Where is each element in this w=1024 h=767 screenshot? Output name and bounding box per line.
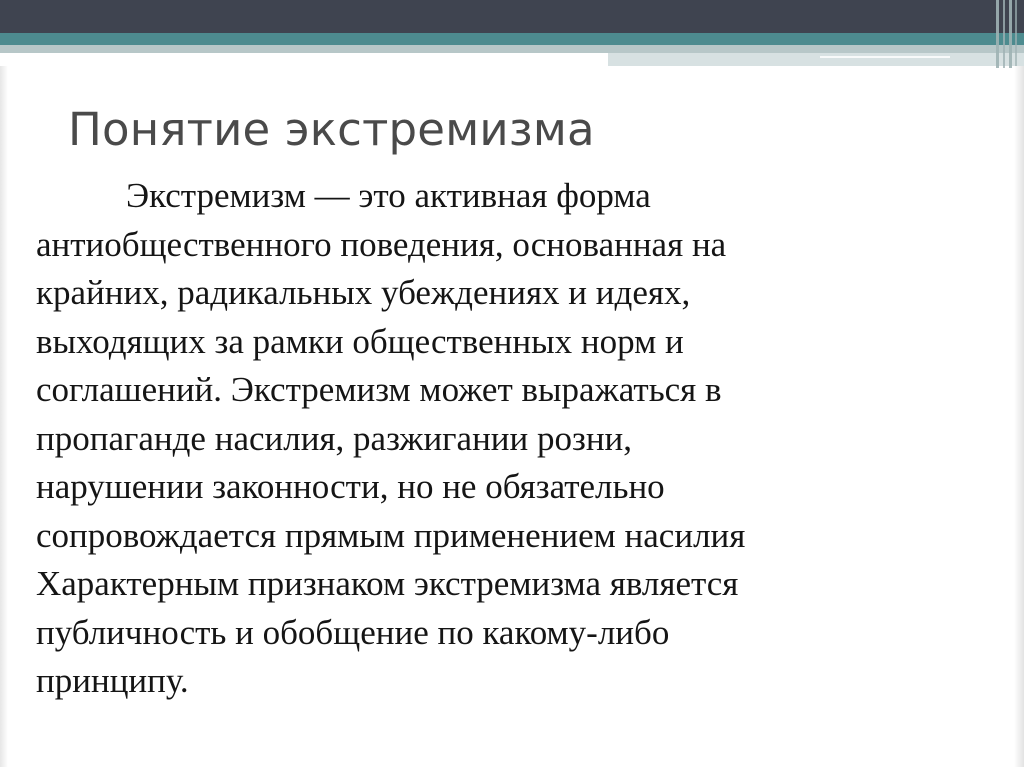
body-line: Характерным признаком экстремизма является [36,564,739,603]
body-line: нарушении законности, но не обязательно [36,467,665,506]
header-stripe [1009,0,1012,68]
header-accent-line [820,56,950,58]
body-line: выходящих за рамки общественных норм и [36,321,684,361]
left-edge-shade [0,66,8,767]
header-stripe [996,0,999,68]
header-stripe [1003,0,1005,68]
body-line: сопровождается прямым применением насилия [36,515,746,555]
slide-body-text [36,172,745,706]
body-line: принципу. [36,661,189,700]
header-stripe [1015,0,1017,68]
body-line: публичность и обобщение по какому-либо [36,612,670,652]
slide-title: Понятие экстремизма [68,103,595,156]
header-band-gray [0,45,1024,53]
header-band-dark [0,0,1024,33]
right-edge-shade [1014,66,1024,767]
body-line: Экстремизм — это активная форма [126,176,651,215]
body-line: пропаганде насилия, разжигании розни, [36,418,633,458]
header-band-light [608,53,1024,66]
header-band-teal [0,33,1024,45]
body-line: крайних, радикальных убеждениях и идеях, [36,273,691,312]
body-line: соглашений. Экстремизм может выражаться в [36,370,722,409]
body-line: антиобщественного поведения, основанная на [36,224,727,264]
